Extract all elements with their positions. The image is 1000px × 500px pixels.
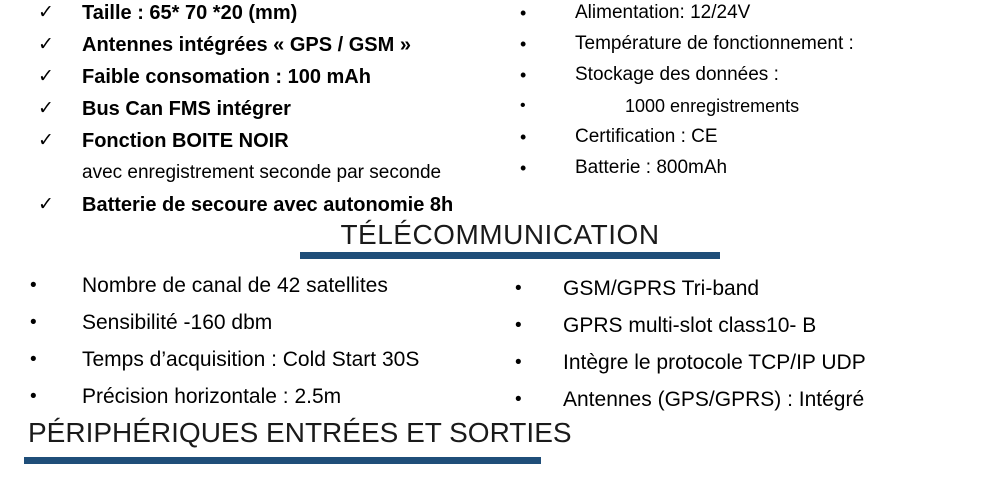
list-item-label: Faible consomation : 100 mAh [82, 66, 371, 88]
bullet-icon: • [515, 389, 522, 410]
list-item-label: Stockage des données : [575, 64, 779, 85]
bullet-icon: • [520, 127, 527, 147]
list-item [38, 0, 508, 26]
list-item-label: Précision horizontale : 2.5m [82, 385, 342, 408]
list-item-label: Intègre le protocole TCP/IP UDP [563, 351, 866, 374]
specs-list-left [38, 0, 508, 224]
list-item [30, 346, 520, 374]
bullet-icon: • [30, 349, 37, 370]
bullet-icon: • [30, 312, 37, 333]
list-item [520, 31, 970, 57]
list-item [30, 383, 520, 411]
check-icon: ✓ [38, 2, 54, 23]
list-item-label: Alimentation: 12/24V [575, 2, 751, 23]
list-item [515, 386, 985, 414]
section-divider-telecommunication [300, 252, 720, 259]
list-item-label: Temps d’acquisition : Cold Start 30S [82, 348, 420, 371]
list-item [520, 155, 970, 181]
check-icon: ✓ [38, 34, 54, 55]
list-item [515, 349, 985, 377]
list-item [30, 309, 520, 337]
bullet-icon: • [520, 65, 527, 85]
check-icon: ✓ [38, 66, 54, 87]
list-item [520, 124, 970, 150]
section-heading-label: TÉLÉCOMMUNICATION [340, 219, 660, 250]
list-item-label: Antennes (GPS/GPRS) : Intégré [563, 388, 865, 411]
section-divider-peripherals [24, 457, 541, 464]
list-item-label: Antennes intégrées « GPS / GSM » [82, 34, 411, 56]
section-heading-label: PÉRIPHÉRIQUES ENTRÉES ET SORTIES [28, 417, 572, 448]
bullet-icon: • [520, 97, 526, 114]
specs-list-right [520, 0, 970, 186]
check-icon: ✓ [38, 130, 54, 151]
bullet-icon: • [515, 315, 522, 336]
check-icon: ✓ [38, 98, 54, 119]
list-item-label: GSM/GPRS Tri-band [563, 277, 760, 300]
list-item-label: Fonction BOITE NOIR [82, 130, 289, 152]
list-item-label: Batterie de secoure avec autonomie 8h [82, 194, 454, 216]
list-item-label: GPRS multi-slot class10- B [563, 314, 817, 337]
list-item [38, 32, 508, 58]
list-item [38, 96, 508, 122]
section-heading-peripherals [28, 415, 628, 451]
list-item [38, 192, 508, 218]
telecom-list-left [30, 272, 520, 420]
list-item [520, 62, 970, 88]
bullet-icon: • [515, 352, 522, 373]
nested-list-item-label: 1000 enregistrements [625, 96, 800, 116]
list-item-label: Bus Can FMS intégrer [82, 98, 291, 120]
telecom-list-right [515, 275, 985, 423]
check-icon: ✓ [38, 194, 54, 215]
bullet-icon: • [520, 3, 527, 23]
list-item-label: Batterie : 800mAh [575, 157, 728, 178]
list-item [38, 64, 508, 90]
list-item [520, 0, 970, 26]
list-item-label: Taille : 65* 70 *20 (mm) [82, 2, 298, 24]
list-item [38, 128, 508, 154]
bullet-icon: • [520, 34, 527, 54]
list-item [515, 275, 985, 303]
list-item [515, 312, 985, 340]
bullet-icon: • [30, 386, 37, 407]
list-item-label: Nombre de canal de 42 satellites [82, 274, 388, 297]
list-item-label: Sensibilité -160 dbm [82, 311, 273, 334]
list-item-label: Certification : CE [575, 126, 718, 147]
nested-list-item [520, 93, 970, 119]
list-item-label: Température de fonctionnement : [575, 33, 854, 54]
section-heading-telecommunication [0, 218, 1000, 252]
bullet-icon: • [515, 278, 522, 299]
bullet-icon: • [30, 275, 37, 296]
list-item-subnote: avec enregistrement seconde par seconde [82, 162, 442, 183]
bullet-icon: • [520, 158, 527, 178]
list-item [30, 272, 520, 300]
